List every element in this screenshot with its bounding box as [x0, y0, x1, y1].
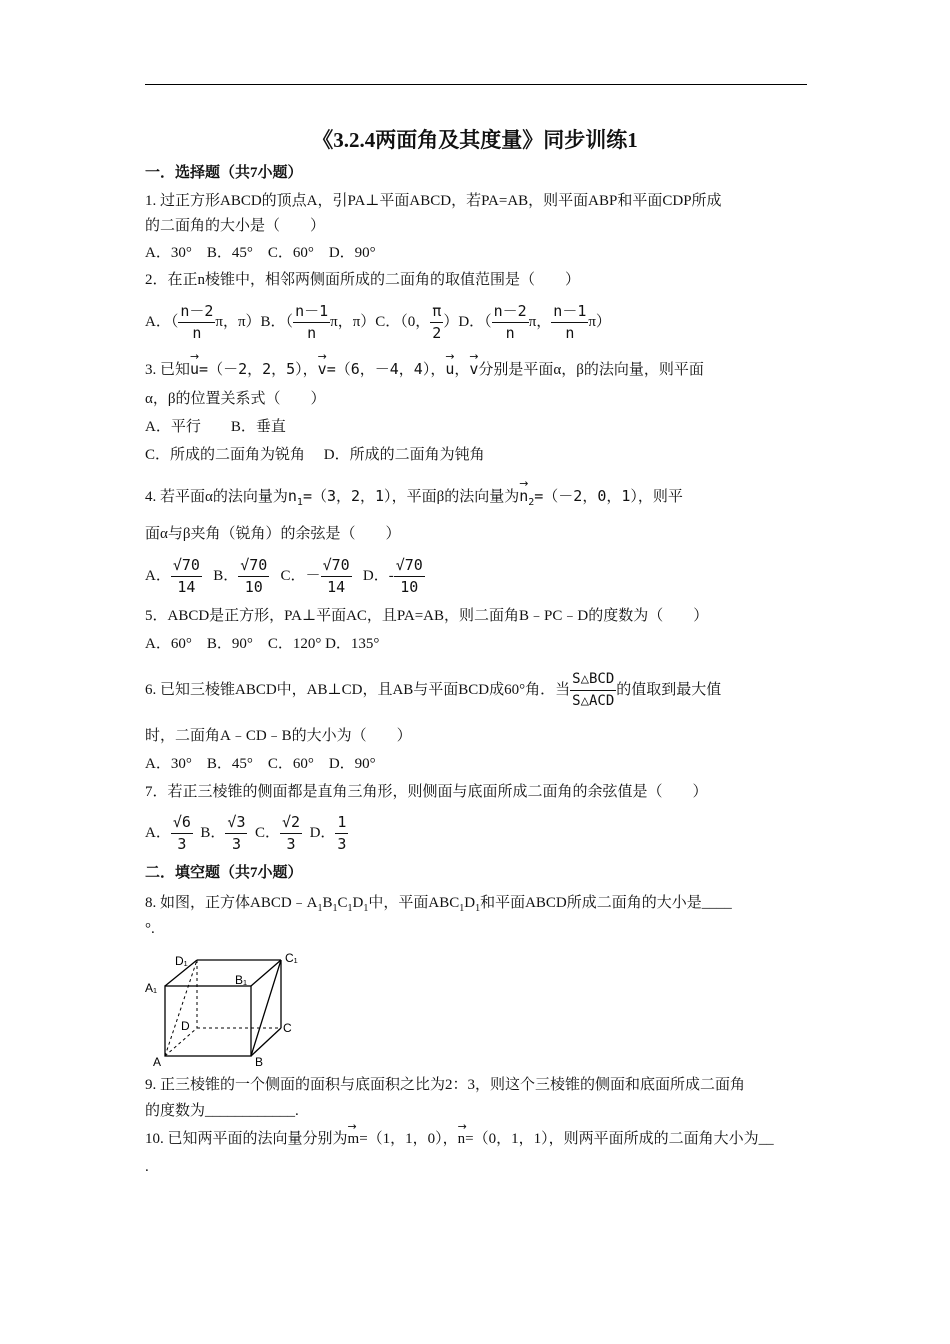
q4-line2: 面α与β夹角（锐角）的余弦是（ ）	[145, 526, 401, 542]
q3-line1: 3. 已知→ u=（－2，2，5），→ v=（6，－4，4），→ u，→ v分别是平面α，β的法向量，则平面	[145, 356, 809, 383]
section-heading-fill: 二．填空题（共7小题）	[145, 865, 303, 881]
label-b: B	[255, 1055, 264, 1069]
label-c1: C₁	[285, 951, 298, 965]
vector-m: → m	[348, 1126, 360, 1152]
q2-options	[145, 300, 809, 344]
vector-v: → v	[318, 356, 327, 382]
q5-options: A．60° B．90° C．120° D．135°	[145, 636, 380, 652]
q2-frac-a: $\frac{n-2}{n}$	[180, 302, 214, 343]
q7-stem: 7．若正三棱锥的侧面都是直角三角形，则侧面与底面所成二面角的余弦值是（ ）	[145, 784, 708, 800]
q7-frac-d: $\frac{1}{3}$	[337, 813, 347, 854]
q1-line1: 1. 过正方形ABCD的顶点A，引PA⊥平面ABCD，若PA=AB，则平面ABP和平面CDP所成	[145, 193, 722, 209]
q2-opt-d-mid: π，	[528, 314, 552, 330]
q4-options: A． $\frac{√70}{14}$ B． $\frac{√70}{10}$ C．－ $\frac{√70}{14}$ D．- $\frac{√70}{10}$	[145, 556, 423, 597]
label-d1: D₁	[175, 954, 188, 968]
q10-line1: 10. 已知两平面的法向量分别为→ m=（1，1，0），→ n=（0，1，1），则两平面所成的二面角大小为__	[145, 1126, 809, 1152]
vector-n2: → $n_2$	[519, 483, 534, 516]
q10-line2: .	[145, 1159, 149, 1175]
q4-line1: 4. 若平面α的法向量为$n_1=(3$，2，1），平面β的法向量为→ $n_2=(-2$，0，1），则平	[145, 483, 809, 516]
vector-u-ref: → u	[445, 356, 454, 382]
q2-opt-b-tail: π，π）C．（0，	[330, 314, 431, 330]
q7-options: A． $\frac{√6}{3}$ B． $\frac{√3}{3}$ C． $\frac{√2}{3}$ D． $\frac{1}{3}$	[145, 813, 347, 854]
cube-figure	[143, 948, 308, 1070]
section-heading-choice: 一．选择题（共7小题）	[145, 165, 303, 181]
q8-line2: °.	[145, 921, 155, 937]
q7-frac-a: $\frac{√6}{3}$	[172, 813, 191, 854]
q9-line2: 的度数为____________.	[145, 1103, 299, 1119]
q5-stem: 5．ABCD是正方形，PA⊥平面AC，且PA=AB，则二面角B﹣PC﹣D的度数为（ ）	[145, 608, 709, 624]
label-a: A	[153, 1055, 162, 1069]
page-title: 《3.2.4两面角及其度量》同步训练1	[312, 128, 638, 152]
q2-opt-a-label: A．（	[145, 314, 179, 330]
q2-frac-b: $\frac{n-1}{n}$	[295, 302, 329, 343]
q2-stem: 2．在正n棱锥中，相邻两侧面所成的二面角的取值范围是（ ）	[145, 272, 581, 288]
q3-line2: α，β的位置关系式（ ）	[145, 391, 326, 407]
label-a1: A₁	[145, 981, 158, 995]
q7-frac-b: $\frac{√3}{3}$	[227, 813, 246, 854]
q4-frac-c: $\frac{√70}{14}$	[322, 556, 350, 597]
q2-opt-c-tail: ）D．（	[443, 314, 492, 330]
q4-frac-a: $\frac{√70}{14}$	[172, 556, 200, 597]
q1-line2: 的二面角的大小是（ ）	[145, 218, 326, 234]
vector-n: → n	[458, 1126, 466, 1152]
q6-line1: 6. 已知三棱锥ABCD中，AB⊥CD，且AB与平面BCD成60°角．当 $\frac{\text{S△BCD}}{\text{S△ACD}}$ 的值取到最大值	[145, 668, 809, 712]
q4-frac-b: $\frac{√70}{10}$	[240, 556, 268, 597]
q2-opt-a-tail: π，π）B．（	[215, 314, 294, 330]
q2-frac-d1: $\frac{n-2}{n}$	[493, 302, 527, 343]
q2-frac-c: $\frac{\pi}{2}$	[432, 302, 442, 343]
q8-line1: 8. 如图，正方体$ABCD﹣A_1B_1C_1D_1$中，平面$ABC_1D_1$和平面ABCD所成二面角的大小是____	[145, 895, 732, 914]
q9-line1: 9. 正三棱锥的一个侧面的面积与底面积之比为2：3，则这个三棱锥的侧面和底面所成二面角	[145, 1077, 746, 1093]
label-b1: B₁	[235, 973, 248, 987]
q1-options: A．30° B．45° C．60° D．90°	[145, 245, 376, 261]
q2-opt-d-tail: π）	[588, 314, 611, 330]
label-d: D	[181, 1019, 190, 1033]
q2-frac-d2: $\frac{n-1}{n}$	[553, 302, 587, 343]
q6-fraction: $\frac{\text{S△BCD}}{\text{S△ACD}}$	[572, 671, 615, 710]
vector-v-ref: → v	[469, 356, 478, 382]
q3-options-cd: C．所成的二面角为锐角 D．所成的二面角为钝角	[145, 447, 485, 463]
q3-options-ab: A．平行 B．垂直	[145, 419, 286, 435]
top-rule	[145, 84, 807, 85]
vector-n1: $n_1$	[287, 487, 303, 508]
vector-u: → u	[190, 356, 199, 382]
q6-line2: 时，二面角A﹣CD﹣B的大小为（ ）	[145, 728, 412, 744]
q4-frac-d: $\frac{√70}{10}$	[395, 556, 423, 597]
label-c: C	[283, 1021, 292, 1035]
q6-options: A．30° B．45° C．60° D．90°	[145, 756, 376, 772]
q7-frac-c: $\frac{√2}{3}$	[282, 813, 301, 854]
